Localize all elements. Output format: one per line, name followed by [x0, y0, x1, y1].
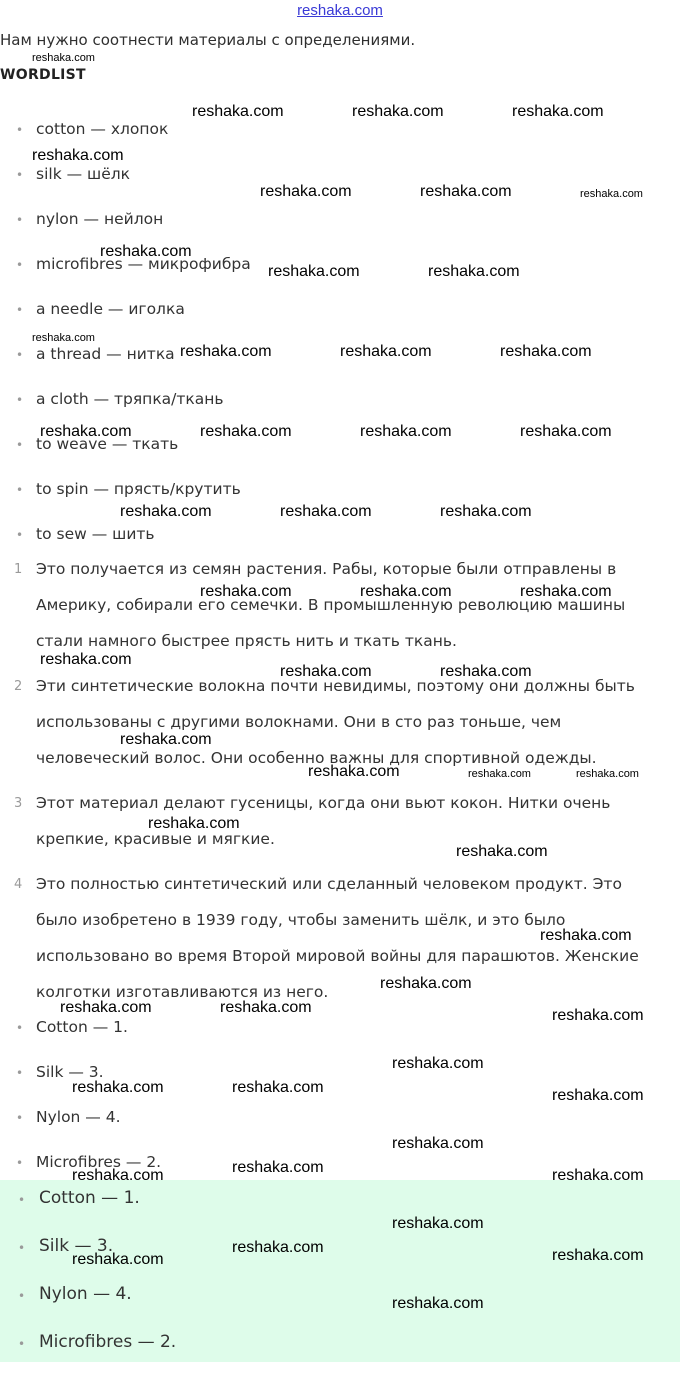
answer-entry: Cotton — 1.	[36, 1018, 128, 1036]
watermark: reshaka.com	[32, 332, 95, 344]
question-line: человеческий волос. Они особенно важны для спортивной одежды.	[36, 749, 597, 767]
watermark: reshaka.com	[552, 1007, 644, 1024]
watermark: reshaka.com	[352, 103, 444, 120]
list-item	[0, 1283, 680, 1331]
bullet-icon: •	[16, 528, 24, 542]
watermark: reshaka.com	[72, 1079, 164, 1096]
watermark: reshaka.com	[60, 999, 152, 1016]
watermark: reshaka.com	[380, 975, 472, 992]
watermark: reshaka.com	[280, 503, 372, 520]
watermark: reshaka.com	[580, 188, 643, 200]
bullet-icon: •	[16, 1156, 24, 1170]
answer-entry: Cotton — 1.	[39, 1188, 140, 1208]
answer-entry: Nylon — 4.	[36, 1108, 121, 1126]
watermark: reshaka.com	[148, 815, 240, 832]
list-item	[0, 299, 680, 344]
question-line: было изобретено в 1939 году, чтобы заменить шёлк, и это было	[36, 911, 566, 929]
question-line: Америку, собирали его семечки. В промышленную революцию машины	[36, 596, 626, 614]
word-entry: a thread — нитка	[36, 345, 175, 363]
word-entry: to spin — прясть/крутить	[36, 480, 241, 498]
watermark: reshaka.com	[540, 927, 632, 944]
watermark: reshaka.com	[40, 651, 132, 668]
bullet-icon: •	[16, 1021, 24, 1035]
question-line: Это полностью синтетический или сделанный человеком продукт. Это	[36, 875, 622, 893]
watermark: reshaka.com	[308, 763, 400, 780]
answer-entry: Silk — 3.	[36, 1063, 104, 1081]
watermark: reshaka.com	[420, 183, 512, 200]
watermark: reshaka.com	[552, 1087, 644, 1104]
watermark: reshaka.com	[260, 183, 352, 200]
question-text	[36, 875, 666, 1019]
answer-entry: Microfibres — 2.	[36, 1153, 162, 1171]
watermark: reshaka.com	[392, 1135, 484, 1152]
word-entry: a needle — иголка	[36, 300, 185, 318]
watermark: reshaka.com	[220, 999, 312, 1016]
highlighted-answer-list	[0, 1187, 680, 1379]
bullet-icon: •	[18, 1193, 26, 1207]
question-line: стали намного быстрее прясть нить и ткать ткань.	[36, 632, 457, 650]
watermark: reshaka.com	[440, 503, 532, 520]
bullet-icon: •	[16, 438, 24, 452]
question-line: использованы с другими волокнами. Они в сто раз тоньше, чем	[36, 713, 562, 731]
watermark: reshaka.com	[500, 343, 592, 360]
list-item	[0, 1187, 680, 1235]
watermark: reshaka.com	[280, 663, 372, 680]
watermark: reshaka.com	[72, 1167, 164, 1184]
watermark: reshaka.com	[200, 583, 292, 600]
bullet-icon: •	[16, 213, 24, 227]
watermark: reshaka.com	[32, 147, 124, 164]
question-number: 1	[14, 562, 23, 577]
bullet-icon: •	[16, 1111, 24, 1125]
list-item	[0, 1331, 680, 1379]
watermark: reshaka.com	[520, 423, 612, 440]
question-number: 2	[14, 679, 23, 694]
list-item	[0, 1107, 680, 1152]
watermark: reshaka.com	[576, 768, 639, 780]
site-link[interactable]: reshaka.com	[297, 2, 383, 19]
watermark: reshaka.com	[360, 583, 452, 600]
watermark: reshaka.com	[440, 663, 532, 680]
answer-entry: Silk — 3.	[39, 1236, 114, 1256]
watermark: reshaka.com	[232, 1159, 324, 1176]
watermark: reshaka.com	[552, 1167, 644, 1184]
word-entry: silk — шёлк	[36, 165, 131, 183]
watermark: reshaka.com	[456, 843, 548, 860]
watermark: reshaka.com	[428, 263, 520, 280]
word-entry: to sew — шить	[36, 525, 155, 543]
watermark: reshaka.com	[340, 343, 432, 360]
bullet-icon: •	[16, 168, 24, 182]
word-entry: microfibres — микрофибра	[36, 255, 251, 273]
word-entry: nylon — нейлон	[36, 210, 164, 228]
watermark: reshaka.com	[360, 423, 452, 440]
watermark: reshaka.com	[268, 263, 360, 280]
bullet-icon: •	[16, 348, 24, 362]
bullet-icon: •	[18, 1337, 26, 1351]
answer-entry: Nylon — 4.	[39, 1284, 132, 1304]
question-line: Это получается из семян растения. Рабы, которые были отправлены в	[36, 560, 617, 578]
watermark: reshaka.com	[192, 103, 284, 120]
question-number: 3	[14, 796, 23, 811]
bullet-icon: •	[16, 303, 24, 317]
bullet-icon: •	[18, 1289, 26, 1303]
watermark: reshaka.com	[232, 1239, 324, 1256]
word-entry: a cloth — тряпка/ткань	[36, 390, 224, 408]
word-entry: to weave — ткать	[36, 435, 179, 453]
watermark: reshaka.com	[232, 1079, 324, 1096]
bullet-icon: •	[16, 393, 24, 407]
question-line: колготки изготавливаются из него.	[36, 983, 329, 1001]
watermark: reshaka.com	[200, 423, 292, 440]
watermark: reshaka.com	[512, 103, 604, 120]
watermark: reshaka.com	[32, 52, 95, 64]
question-line: использовано во время Второй мировой войны для парашютов. Женские	[36, 947, 639, 965]
watermark: reshaka.com	[120, 731, 212, 748]
wordlist-heading: WORDLIST	[0, 67, 86, 83]
word-entry: cotton — хлопок	[36, 120, 169, 138]
question-number: 4	[14, 877, 23, 892]
bullet-icon: •	[16, 258, 24, 272]
bullet-icon: •	[18, 1241, 26, 1255]
watermark: reshaka.com	[468, 768, 531, 780]
watermark: reshaka.com	[40, 423, 132, 440]
question-text	[36, 794, 666, 866]
question-line: Этот материал делают гусеницы, когда они вьют кокон. Нитки очень	[36, 794, 611, 812]
watermark: reshaka.com	[100, 243, 192, 260]
watermark: reshaka.com	[120, 503, 212, 520]
question-line: Эти синтетические волокна почти невидимы, поэтому они должны быть	[36, 677, 635, 695]
watermark: reshaka.com	[392, 1295, 484, 1312]
bullet-icon: •	[16, 483, 24, 497]
watermark: reshaka.com	[180, 343, 272, 360]
answer-entry: Microfibres — 2.	[39, 1332, 177, 1352]
intro-text: Нам нужно соотнести материалы с определениями.	[0, 31, 416, 49]
bullet-icon: •	[16, 123, 24, 137]
watermark: reshaka.com	[392, 1055, 484, 1072]
watermark: reshaka.com	[392, 1215, 484, 1232]
watermark: reshaka.com	[72, 1251, 164, 1268]
question-line: крепкие, красивые и мягкие.	[36, 830, 275, 848]
watermark: reshaka.com	[552, 1247, 644, 1264]
bullet-icon: •	[16, 1066, 24, 1080]
watermark: reshaka.com	[520, 583, 612, 600]
